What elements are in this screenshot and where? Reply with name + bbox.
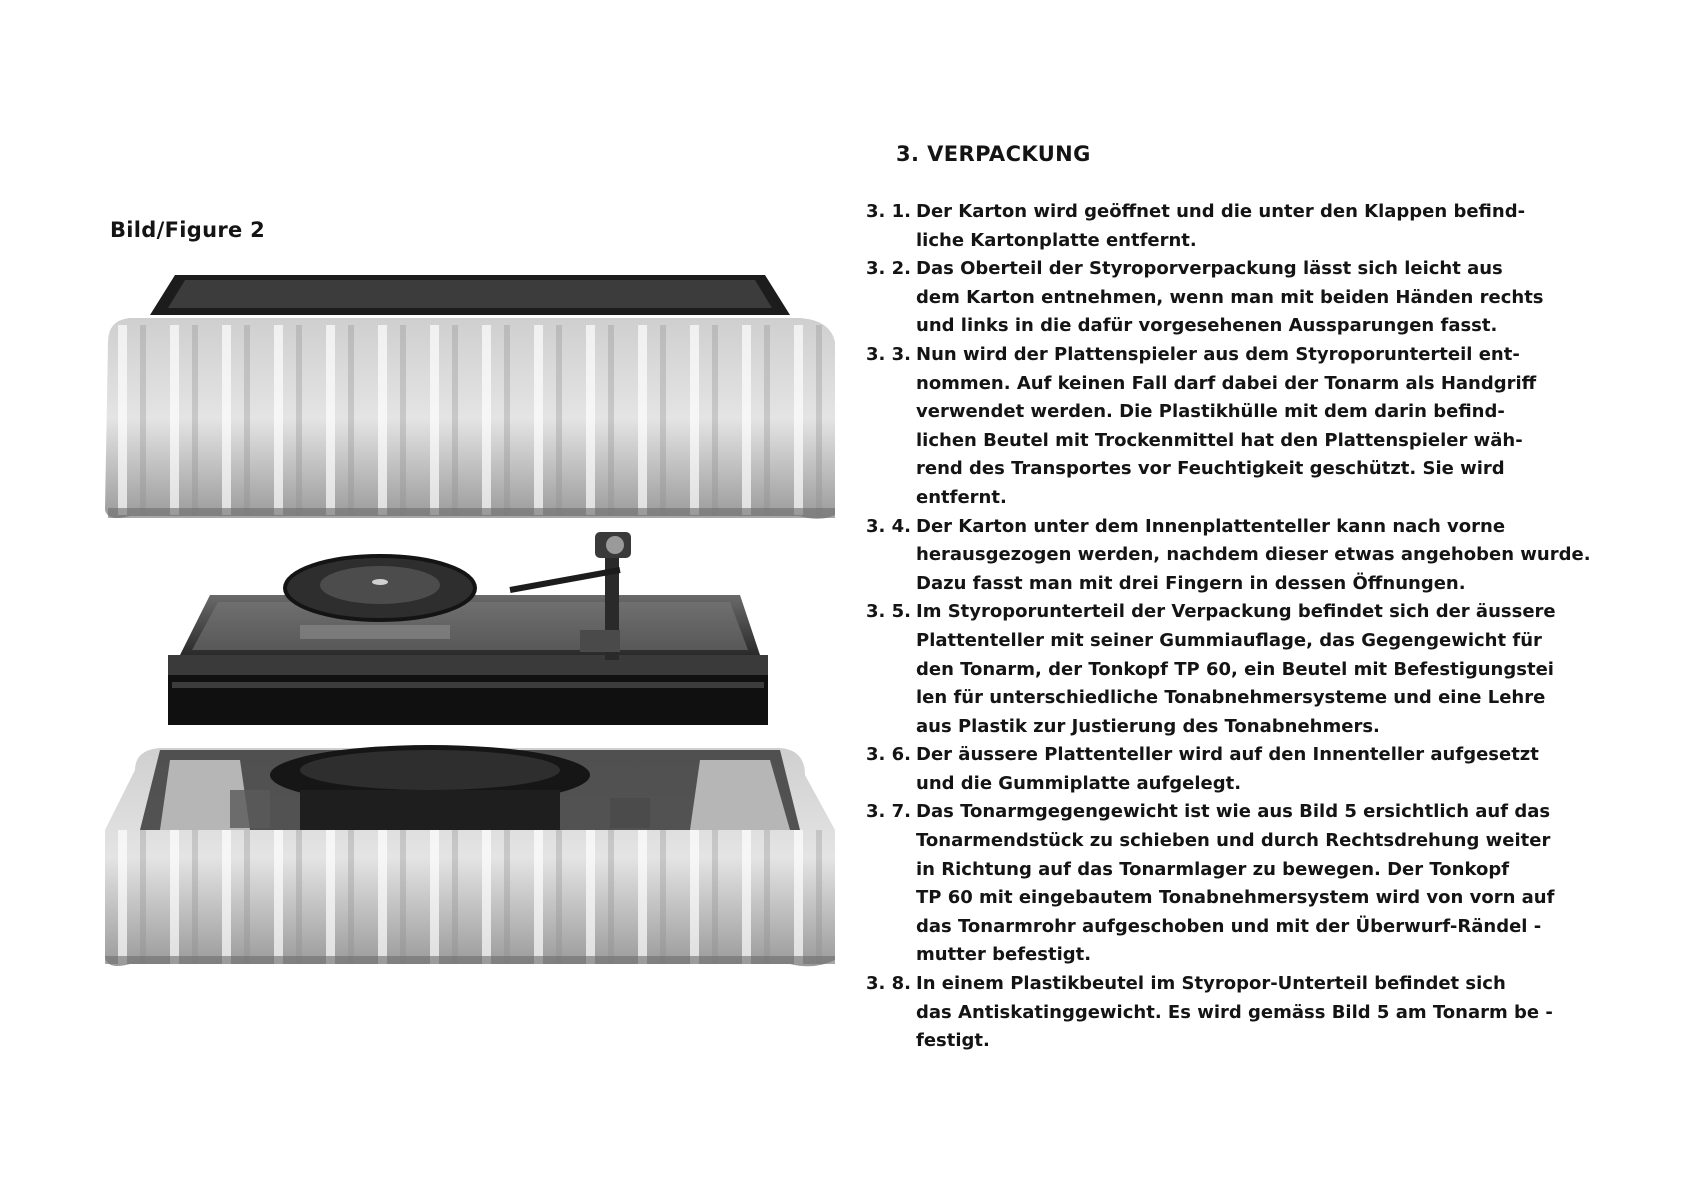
item-number: 3. 1. <box>866 201 911 222</box>
list-item-3-6 <box>866 741 1596 798</box>
text-line: das Tonarmrohr aufgeschoben und mit der Überwurf-Rändel - <box>916 915 1542 937</box>
text-line: herausgezogen werden, nachdem dieser etwas angehoben wurde. <box>916 544 1591 566</box>
text-line: den Tonarm, der Tonkopf TP 60, ein Beutel mit Befestigungstei <box>916 658 1554 680</box>
item-number: 3. 4. <box>866 515 911 537</box>
item-number: 3. 8. <box>866 973 911 995</box>
text-line: verwendet werden. Die Plastikhülle mit dem darin befind- <box>916 401 1505 423</box>
text-line: Plattenteller mit seiner Gummiauflage, das Gegengewicht für <box>916 629 1542 651</box>
item-text <box>916 970 1596 1056</box>
turntable-deck <box>168 532 768 725</box>
turntable-packaging-illustration <box>100 270 840 1040</box>
list-item-3-2 <box>866 255 1596 341</box>
text-line: rend des Transportes vor Feuchtigkeit geschützt. Sie wird <box>916 458 1505 480</box>
text-line: dem Karton entnehmen, wenn man mit beiden Händen rechts <box>916 286 1544 308</box>
text-line: mutter befestigt. <box>916 944 1092 966</box>
text-line: aus Plastik zur Justierung des Tonabnehmers. <box>916 715 1380 737</box>
text-line: Nun wird der Plattenspieler aus dem Styroporunterteil ent- <box>916 343 1520 365</box>
text-line: Das Tonarmgegengewicht ist wie aus Bild 5 ersichtlich auf das <box>916 801 1551 823</box>
text-line: Der Karton unter dem Innenplattenteller kann nach vorne <box>916 515 1506 537</box>
list-item-3-5 <box>866 598 1596 741</box>
item-text <box>916 798 1596 970</box>
upper-foam-part <box>105 275 835 519</box>
text-line: len für unterschiedliche Tonabnehmersysteme und eine Lehre <box>916 687 1546 709</box>
item-text <box>916 255 1596 341</box>
text-line: liche Kartonplatte entfernt. <box>916 229 1197 251</box>
text-line: Tonarmendstück zu schieben und durch Rechtsdrehung weiter <box>916 830 1551 852</box>
text-line: Das Oberteil der Styroporverpackung lässt sich leicht aus <box>916 258 1503 280</box>
text-line: Der Karton wird geöffnet und die unter den Klappen befind- <box>916 201 1526 222</box>
item-number: 3. 2. <box>866 258 911 280</box>
item-text <box>916 598 1596 741</box>
list-item-3-1 <box>866 198 1596 255</box>
item-number: 3. 5. <box>866 601 911 623</box>
text-line: und links in die dafür vorgesehenen Aussparungen fasst. <box>916 315 1498 337</box>
lower-foam-part <box>105 745 835 966</box>
text-line: festigt. <box>916 1030 990 1052</box>
figure-2-photo <box>100 270 840 1040</box>
text-line: TP 60 mit eingebautem Tonabnehmersystem wird von vorn auf <box>916 887 1555 909</box>
text-line: Dazu fasst man mit drei Fingern in dessen Öffnungen. <box>916 572 1466 594</box>
text-line: und die Gummiplatte aufgelegt. <box>916 772 1242 794</box>
packaging-section <box>866 142 1596 1056</box>
item-text <box>916 513 1596 599</box>
text-line: Im Styroporunterteil der Verpackung befindet sich der äussere <box>916 601 1556 623</box>
list-item-3-4 <box>866 513 1596 599</box>
text-line: entfernt. <box>916 486 1007 508</box>
item-number: 3. 7. <box>866 801 911 823</box>
item-number: 3. 6. <box>866 744 911 766</box>
item-number: 3. 3. <box>866 343 911 365</box>
text-line: das Antiskatinggewicht. Es wird gemäss Bild 5 am Tonarm be - <box>916 1001 1553 1023</box>
section-title: 3. VERPACKUNG <box>896 142 1091 166</box>
figure-caption: Bild/Figure 2 <box>110 218 266 242</box>
text-line: in Richtung auf das Tonarmlager zu bewegen. Der Tonkopf <box>916 858 1510 880</box>
item-text <box>916 198 1596 255</box>
text-line: In einem Plastikbeutel im Styropor-Unterteil befindet sich <box>916 973 1506 995</box>
list-item-3-3 <box>866 341 1596 513</box>
item-text <box>916 341 1596 513</box>
item-text <box>916 741 1596 798</box>
list-item-3-7 <box>866 798 1596 970</box>
list-item-3-8 <box>866 970 1596 1056</box>
text-line: Der äussere Plattenteller wird auf den Innenteller aufgesetzt <box>916 744 1539 766</box>
text-line: nommen. Auf keinen Fall darf dabei der Tonarm als Handgriff <box>916 372 1537 394</box>
text-line: lichen Beutel mit Trockenmittel hat den Plattenspieler wäh- <box>916 429 1523 451</box>
